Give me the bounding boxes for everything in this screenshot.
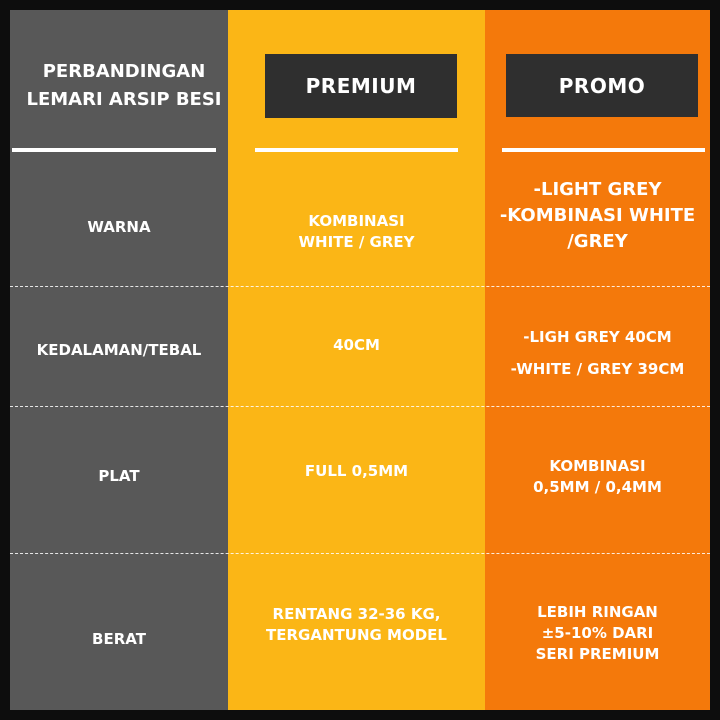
premium-warna: [228, 211, 485, 253]
promo-berat-line-3: SERI PREMIUM: [535, 645, 660, 663]
title-line-1: PERBANDINGAN: [42, 61, 206, 82]
row-label-berat: BERAT: [92, 630, 146, 648]
premium-berat-line-2: TERGANTUNG MODEL: [266, 626, 447, 644]
promo-berat: [485, 602, 710, 665]
row-label-plat: PLAT: [98, 467, 140, 485]
promo-underline: [502, 148, 705, 152]
promo-warna-line-3: /GREY: [567, 231, 628, 252]
premium-plat: [228, 461, 485, 482]
row-divider: [10, 553, 710, 554]
premium-warna-line-1: KOMBINASI: [308, 212, 405, 230]
premium-berat-line-1: RENTANG 32-36 KG,: [272, 605, 441, 623]
promo-warna-line-2: -KOMBINASI WHITE: [499, 205, 696, 226]
promo-kedalaman-line-1: -LIGH GREY 40CM: [523, 328, 672, 346]
promo-kedalaman-line-2: -WHITE / GREY 39CM: [510, 360, 685, 378]
promo-header: PROMO: [506, 54, 698, 117]
table-title: [24, 58, 224, 114]
premium-berat: [228, 604, 485, 646]
promo-berat-line-1: LEBIH RINGAN: [537, 603, 658, 621]
row-divider: [10, 406, 710, 407]
promo-berat-line-2: ±5-10% DARI: [541, 624, 654, 642]
premium-kedalaman: [228, 335, 485, 356]
row-divider: [10, 286, 710, 287]
row-label-kedalaman: KEDALAMAN/TEBAL: [36, 341, 202, 359]
row-label-warna: WARNA: [87, 218, 151, 236]
promo-plat: [485, 456, 710, 498]
promo-warna-line-1: -LIGHT GREY: [533, 179, 662, 200]
title-underline: [12, 148, 216, 152]
promo-warna: [485, 177, 710, 255]
promo-plat-line-1: KOMBINASI: [549, 457, 646, 475]
comparison-table: [10, 10, 710, 710]
premium-warna-line-2: WHITE / GREY: [298, 233, 415, 251]
title-line-2: LEMARI ARSIP BESI: [26, 89, 222, 110]
premium-underline: [255, 148, 458, 152]
promo-plat-line-2: 0,5MM / 0,4MM: [533, 478, 662, 496]
premium-header: PREMIUM: [265, 54, 457, 118]
premium-kedalaman-line-1: 40CM: [333, 336, 380, 354]
premium-plat-line-1: FULL 0,5MM: [304, 462, 409, 480]
promo-kedalaman: [485, 321, 710, 385]
